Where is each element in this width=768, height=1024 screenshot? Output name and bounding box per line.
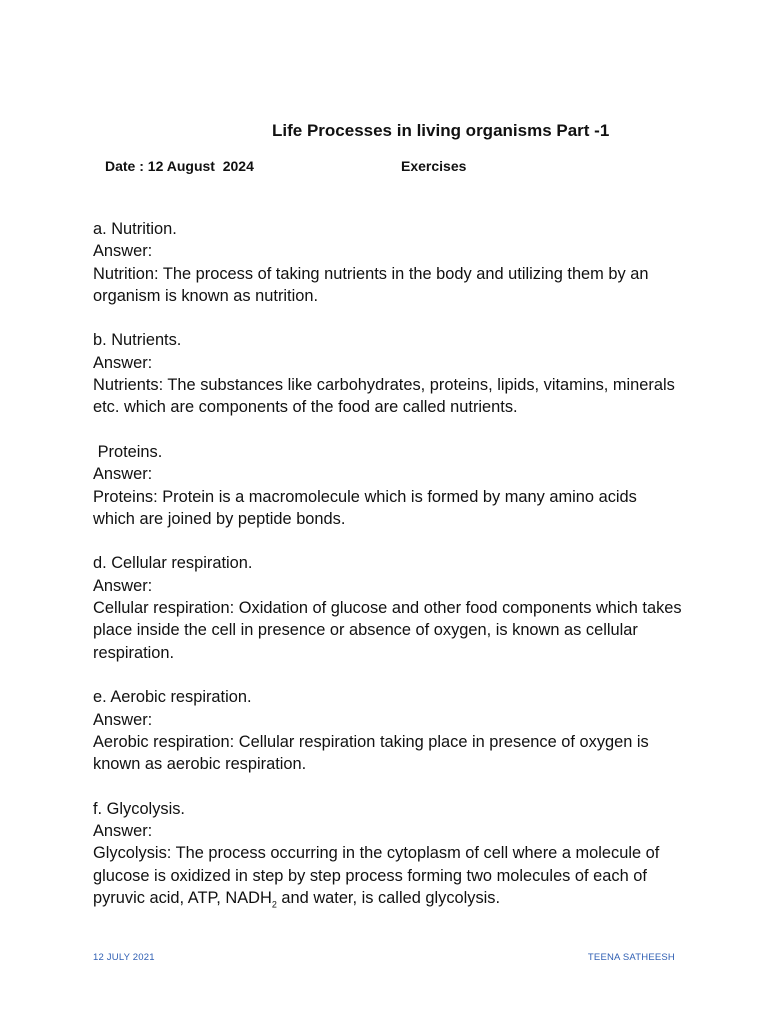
answer-label: Answer: [93, 353, 153, 372]
answer-label: Answer: [93, 710, 153, 729]
answer-label: Answer: [93, 576, 153, 595]
question-text: b. Nutrients. [93, 331, 182, 350]
exercises-label: Exercises [401, 158, 467, 174]
answer-text-part-1: Glycolysis: The process occurring in the cytoplasm of cell where a molecule of glucose is oxidized in step by step process forming two molecules of each of pyruvic acid, ATP, NADH [93, 844, 664, 907]
answer-text-part-2: and water, is called glycolysis. [276, 888, 501, 907]
date-line: Date : 12 August 2024 [105, 158, 254, 174]
question-text: f. Glycolysis. [93, 799, 185, 818]
qa-item-aerobic-respiration [93, 686, 683, 775]
question-text: d. Cellular respiration. [93, 554, 253, 573]
qa-item-glycolysis [93, 798, 683, 916]
question-text: e. Aerobic respiration. [93, 688, 252, 707]
answer-label: Answer: [93, 822, 153, 841]
footer-date: 12 JULY 2021 [93, 952, 155, 963]
qa-item-nutrition [93, 218, 683, 307]
qa-item-proteins [93, 441, 683, 530]
subscript-two: 2 [271, 899, 277, 910]
answer-text: Cellular respiration: Oxidation of glucose and other food components which takes place inside the cell in presence or absence of oxygen, is known as cellular respiration. [93, 599, 687, 662]
answer-label: Answer: [93, 242, 153, 261]
answer-text: Nutrition: The process of taking nutrients in the body and utilizing them by an organism is known as nutrition. [93, 264, 654, 305]
answer-text: Nutrients: The substances like carbohydrates, proteins, lipids, vitamins, minerals etc. which are components of the food are called nutrients. [93, 376, 680, 417]
page-title: Life Processes in living organisms Part -1 [272, 121, 610, 140]
answer-label: Answer: [93, 465, 153, 484]
exercise-list [93, 218, 687, 915]
answer-text [93, 842, 683, 915]
answer-text: Aerobic respiration: Cellular respiration taking place in presence of oxygen is known as aerobic respiration. [93, 732, 654, 774]
question-text: a. Nutrition. [93, 220, 177, 238]
answer-text: Proteins: Protein is a macromolecule which is formed by many amino acids which are joined by peptide bonds. [93, 487, 642, 528]
qa-item-nutrients [93, 329, 683, 418]
footer-author: TEENA SATHEESH [587, 952, 675, 963]
qa-item-cellular-respiration [93, 552, 687, 663]
question-text: Proteins. [93, 442, 163, 461]
